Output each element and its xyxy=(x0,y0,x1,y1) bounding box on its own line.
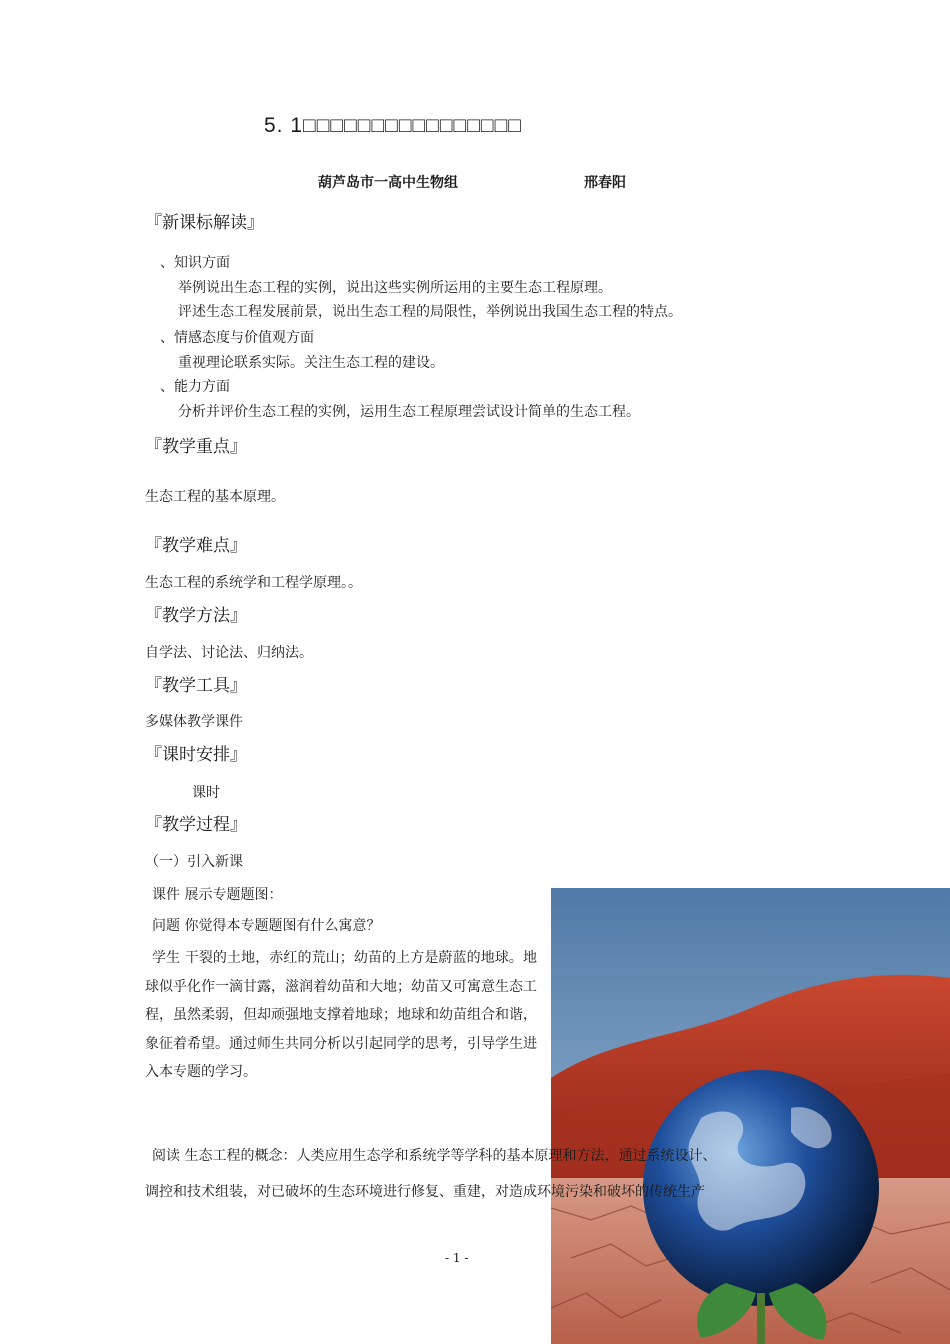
section-heading-difficulties: 『教学难点』 xyxy=(145,536,247,556)
section-heading-methods: 『教学方法』 xyxy=(145,606,247,626)
methods-text: 自学法、讨论法、归纳法。 xyxy=(145,645,313,661)
topic-cover-image xyxy=(551,888,950,1344)
knowledge-item-1: 举例说出生态工程的实例，说出这些实例所运用的主要生态工程原理。 xyxy=(178,280,612,296)
student-answer-paragraph: 学生 干裂的土地，赤红的荒山；幼苗的上方是蔚蓝的地球。地球似乎化作一滴甘露，滋润着幼苗和大地；幼苗又可寓意生态工程，虽然柔弱，但却顽强地支撑着地球；地球和幼苗组合和谐，象征着希望。通过师生共同分析以引起同学的思考，引导学生进入本专题的学习。 xyxy=(145,950,537,1081)
tools-text: 多媒体教学课件 xyxy=(145,714,243,730)
attitude-heading: 、情感态度与价值观方面 xyxy=(160,330,314,346)
knowledge-heading: 、知识方面 xyxy=(160,255,230,271)
courseware-line: 课件 展示专题题图： xyxy=(152,887,283,903)
earth-seedling-illustration xyxy=(551,888,950,1344)
page-title: 5. 1□□□□□□□□□□□□□□□□ xyxy=(264,114,522,137)
process-step-1: （一）引入新课 xyxy=(145,854,243,870)
knowledge-item-2: 评述生态工程发展前景，说出生态工程的局限性，举例说出我国生态工程的特点。 xyxy=(178,304,682,320)
section-heading-tools: 『教学工具』 xyxy=(145,676,247,696)
question-line: 问题 你觉得本专题题图有什么寓意？ xyxy=(152,918,381,934)
difficulties-text: 生态工程的系统学和工程学原理。。 xyxy=(145,575,362,591)
ability-item-1: 分析并评价生态工程的实例，运用生态工程原理尝试设计简单的生态工程。 xyxy=(178,404,640,420)
author-school: 葫芦岛市一高中生物组 xyxy=(318,175,458,191)
schedule-text: 课时 xyxy=(192,785,220,801)
section-heading-standards: 『新课标解读』 xyxy=(145,213,264,233)
page-number: - 1 - xyxy=(445,1251,469,1265)
reading-line-2: 调控和技术组装，对已破坏的生态环境进行修复、重建，对造成环境污染和破坏的传统生产 xyxy=(145,1184,705,1200)
section-heading-schedule: 『课时安排』 xyxy=(145,745,247,765)
section-heading-key-points: 『教学重点』 xyxy=(145,437,247,457)
author-name: 邢春阳 xyxy=(584,175,626,191)
reading-line-1: 阅读 生态工程的概念：人类应用生态学和系统学等学科的基本原理和方法，通过系统设计、 xyxy=(152,1148,717,1164)
section-heading-process: 『教学过程』 xyxy=(145,815,247,835)
key-points-text: 生态工程的基本原理。 xyxy=(145,489,285,505)
attitude-item-1: 重视理论联系实际。关注生态工程的建设。 xyxy=(178,355,444,371)
ability-heading: 、能力方面 xyxy=(160,379,230,395)
